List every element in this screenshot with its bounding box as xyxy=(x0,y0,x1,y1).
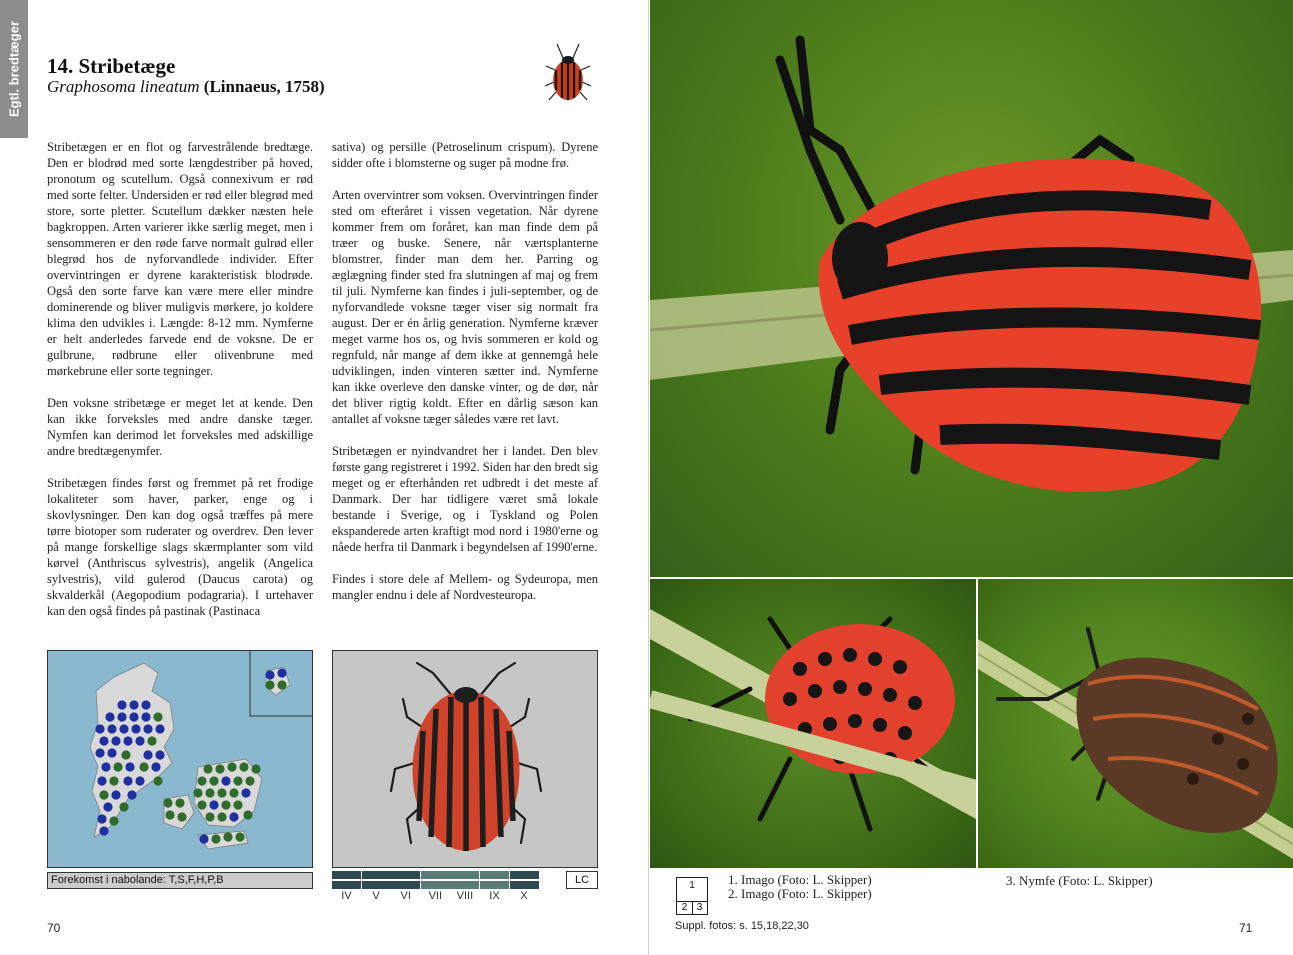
paragraph: Stribetægen findes først og fremmet på ret frodige lokaliteter som haver, parker, enge og i skovlysninger. Den kan dog også træffes på mere tørre biotoper som ruderater og overdrev. Den lever på mange forskellige slags skærmplanter som vild kørvel (Anthriscus sylvestris), angelik (Angelica sylvestris), vild gulerod (Daucus carota) og skvalderkål (Aegopodium podagraria). I urtehaver kan den også findes på pastinak (Pastinaca xyxy=(47,476,313,618)
record-dot-old xyxy=(95,724,104,733)
phenology-bar-ix xyxy=(480,881,509,889)
record-dot-new xyxy=(211,834,220,843)
distribution-map xyxy=(47,650,313,868)
month-label: IV xyxy=(341,890,352,902)
record-dot-new xyxy=(243,810,252,819)
record-dot-new xyxy=(205,788,214,797)
record-dot-old xyxy=(123,736,132,745)
record-dot-new xyxy=(217,788,226,797)
record-dot-new xyxy=(197,776,206,785)
record-dot-new xyxy=(203,764,212,773)
record-dot-old xyxy=(143,724,152,733)
photo-imago-underside xyxy=(650,579,976,868)
record-dot-old xyxy=(141,712,150,721)
record-dot-new xyxy=(239,762,248,771)
record-dot-old xyxy=(131,724,140,733)
caption-1: 1. Imago (Foto: L. Skipper) xyxy=(728,872,872,887)
phenology-bar-viii xyxy=(450,871,479,879)
record-dot-old xyxy=(101,762,110,771)
page-divider xyxy=(648,0,649,955)
record-dot-old xyxy=(221,776,230,785)
record-dot-old xyxy=(111,790,120,799)
species-subtitle xyxy=(47,77,325,97)
phenology-bar-iv xyxy=(332,881,361,889)
record-dot-new xyxy=(163,798,172,807)
text-column-left xyxy=(47,139,313,635)
record-dot-old xyxy=(141,700,150,709)
photo-imago-main xyxy=(650,0,1293,577)
record-dot-new xyxy=(217,812,226,821)
month-label: VIII xyxy=(456,890,474,902)
page-number-right: 71 xyxy=(1239,921,1253,935)
bug-thumbnail-icon xyxy=(543,40,593,104)
record-dot-new xyxy=(175,798,184,807)
legend-cell-bottom-right: 3 xyxy=(696,902,703,913)
record-dot-old xyxy=(199,834,208,843)
phenology-bar-vi xyxy=(391,881,420,889)
record-dot-new xyxy=(223,832,232,841)
record-dot-new xyxy=(233,776,242,785)
record-dot-new xyxy=(113,762,122,771)
record-dot-old xyxy=(277,668,286,677)
record-dot-old xyxy=(103,802,112,811)
record-dot-old xyxy=(111,736,120,745)
record-dot-old xyxy=(107,748,116,757)
record-dot-old xyxy=(229,812,238,821)
legend-cell-bottom-left: 2 xyxy=(681,902,688,913)
section-tab xyxy=(0,0,28,138)
record-dot-new xyxy=(227,762,236,771)
text-column-right xyxy=(332,139,598,619)
record-dot-new xyxy=(147,736,156,745)
month-label: X xyxy=(520,890,528,902)
record-dot-old xyxy=(127,790,136,799)
record-dot-new xyxy=(229,788,238,797)
record-dot-old xyxy=(117,700,126,709)
legend-cell-top: 1 xyxy=(689,880,695,891)
record-dot-old xyxy=(105,712,114,721)
supplementary-photos: Suppl. fotos: s. 15,18,22,30 xyxy=(675,920,809,932)
record-dot-old xyxy=(135,776,144,785)
scientific-name: Graphosoma lineatum xyxy=(47,77,200,96)
record-dot-old xyxy=(97,776,106,785)
month-label: V xyxy=(372,890,380,902)
author-year: (Linnaeus, 1758) xyxy=(199,77,325,96)
record-dot-old xyxy=(119,724,128,733)
phenology-bar-x xyxy=(510,881,539,889)
record-dot-old xyxy=(125,762,134,771)
record-dot-new xyxy=(121,750,130,759)
record-dot-old xyxy=(99,826,108,835)
record-dot-old xyxy=(241,788,250,797)
photo-captions xyxy=(728,873,872,901)
neighbor-countries-bar: Forekomst i nabolande: T,S,F,H,P,B xyxy=(47,872,313,889)
record-dot-old xyxy=(143,750,152,759)
photo-nymph xyxy=(978,579,1293,868)
record-dot-old xyxy=(99,736,108,745)
paragraph: Stribetægen er nyindvandret her i landet. Den blev første gang registreret i 1992. Siden har den bredt sig meget og er efterhånden ret udbredt i det meste af Danmark. Der har tidligere været små lokale bestande i Sverige, og i Tyskland og Polen ekspanderede arten kraftigt mod nord i 1980'erne og nåede herfra til Danmark i begyndelsen af 1990'erne. xyxy=(332,444,598,554)
record-dot-new xyxy=(215,764,224,773)
phenology-bar-viii xyxy=(450,881,479,889)
phenology-bar-v xyxy=(362,881,391,889)
phenology-bar-vii xyxy=(421,881,450,889)
record-dot-new xyxy=(177,812,186,821)
record-dot-old xyxy=(97,814,106,823)
paragraph: Den voksne stribetæge er meget let at kende. Den kan ikke forveksles med andre danske tæger. Nymfen kan derimod let forveksles med adskillige andre bredtægenymfer. xyxy=(47,396,313,458)
paragraph: sativa) og persille (Petroselinum crispum). Dyrene sidder ofte i blomsterne og suger på modne frø. xyxy=(332,140,598,170)
paragraph: Stribetægen er en flot og farvestrålende bredtæge. Den er blodrød med sorte længdestriber på hoved, pronotum og scutellum. Også connexivum er rød med sorte felter. Undersiden er rød eller blegrød med store, sorte pletter. Scutellum dækker næsten hele bagkroppen. Arten varierer ikke særlig meget, men i sensommeren er den røde farve normalt gulrød eller blegrød hos de nyforvandlede individer. Efter overvintringen er dyrene karakteristisk blodrøde. Også den sorte farve kan være mere eller mindre dominerende og bliver muligvis mørkere, jo koldere klima den udvikles i. Længde: 8-12 mm. Nymferne er helt anderledes farvede end de voksne. De er gulbrune, rødbrune eller olivenbrune med mørkebrune eller sorte tegninger. xyxy=(47,140,313,378)
record-dot-old xyxy=(155,724,164,733)
record-dot-new xyxy=(109,816,118,825)
redlist-status-badge: LC xyxy=(566,871,598,889)
month-label: VI xyxy=(400,890,411,902)
page-number-left: 70 xyxy=(47,921,61,935)
record-dot-old xyxy=(95,748,104,757)
paragraph: Findes i store dele af Mellem- og Sydeuropa, men mangler endnu i dele af Nordvesteuropa. xyxy=(332,572,598,602)
record-dot-old xyxy=(209,800,218,809)
photo-position-legend xyxy=(676,877,708,915)
record-dot-old xyxy=(151,762,160,771)
paragraph: Arten overvintrer som voksen. Overvintringen finder sted om efteråret i vissen vegetation. Når dyrene kommer frem om foråret, kan man finde dem på træer og buske. Senere, når værtsplanterne blomstrer, finder man dem her. Parring og æglægning finder sted fra slutningen af maj og frem til juli. Nymferne kan findes i juli-september, og de nyforvandlede voksne tæger viser sig normalt fra august. Der er én årlig generation. Nymferne kræver meget varme hos os, og hvis sommeren er kold og regnfuld, når mange af dem ikke at gennemgå hele udviklingen, inden vinteren sætter ind. Nymferne kan ikke overleve den danske vinter, og de dør, når det bliver rigtig koldt. Efter en dårlig sæson kan antallet af voksne tæger således være ret lavt. xyxy=(332,188,598,426)
record-dot-old xyxy=(155,750,164,759)
record-dot-new xyxy=(233,800,242,809)
record-dot-old xyxy=(129,712,138,721)
record-dot-new xyxy=(245,776,254,785)
phenology-bar-v xyxy=(362,871,391,879)
record-dot-old xyxy=(135,736,144,745)
record-dot-new xyxy=(235,832,244,841)
phenology-months xyxy=(332,890,539,904)
record-dot-new xyxy=(209,776,218,785)
record-dot-new xyxy=(221,800,230,809)
phenology-bar-iv xyxy=(332,871,361,879)
phenology-bar-vi xyxy=(391,871,420,879)
record-dot-new xyxy=(205,812,214,821)
record-dot-new xyxy=(139,762,148,771)
record-dot-old xyxy=(123,776,132,785)
record-dot-new xyxy=(193,788,202,797)
record-dot-new xyxy=(153,712,162,721)
month-label: VII xyxy=(428,890,443,902)
phenology-bar-ix xyxy=(480,871,509,879)
record-dot-new xyxy=(197,800,206,809)
phenology-bars xyxy=(332,871,539,889)
caption-3: 3. Nymfe (Foto: L. Skipper) xyxy=(1006,873,1153,888)
record-dot-new xyxy=(251,764,260,773)
month-label: IX xyxy=(489,890,500,902)
record-dot-new xyxy=(119,802,128,811)
record-dot-old xyxy=(265,670,274,679)
record-dot-new xyxy=(153,776,162,785)
record-dot-old xyxy=(117,712,126,721)
caption-2: 2. Imago (Foto: L. Skipper) xyxy=(728,886,872,901)
record-dot-new xyxy=(277,680,286,689)
record-dot-old xyxy=(107,724,116,733)
record-dot-new xyxy=(109,776,118,785)
record-dot-new xyxy=(265,680,274,689)
section-tab-label: Egtl. bredtæger xyxy=(6,20,22,118)
record-dot-old xyxy=(129,700,138,709)
phenology-bar-vii xyxy=(421,871,450,879)
species-title: 14. Stribetæge xyxy=(47,54,176,78)
record-dot-new xyxy=(165,810,174,819)
record-dot-new xyxy=(99,790,108,799)
specimen-illustration xyxy=(332,650,598,868)
phenology-bar-x xyxy=(510,871,539,879)
